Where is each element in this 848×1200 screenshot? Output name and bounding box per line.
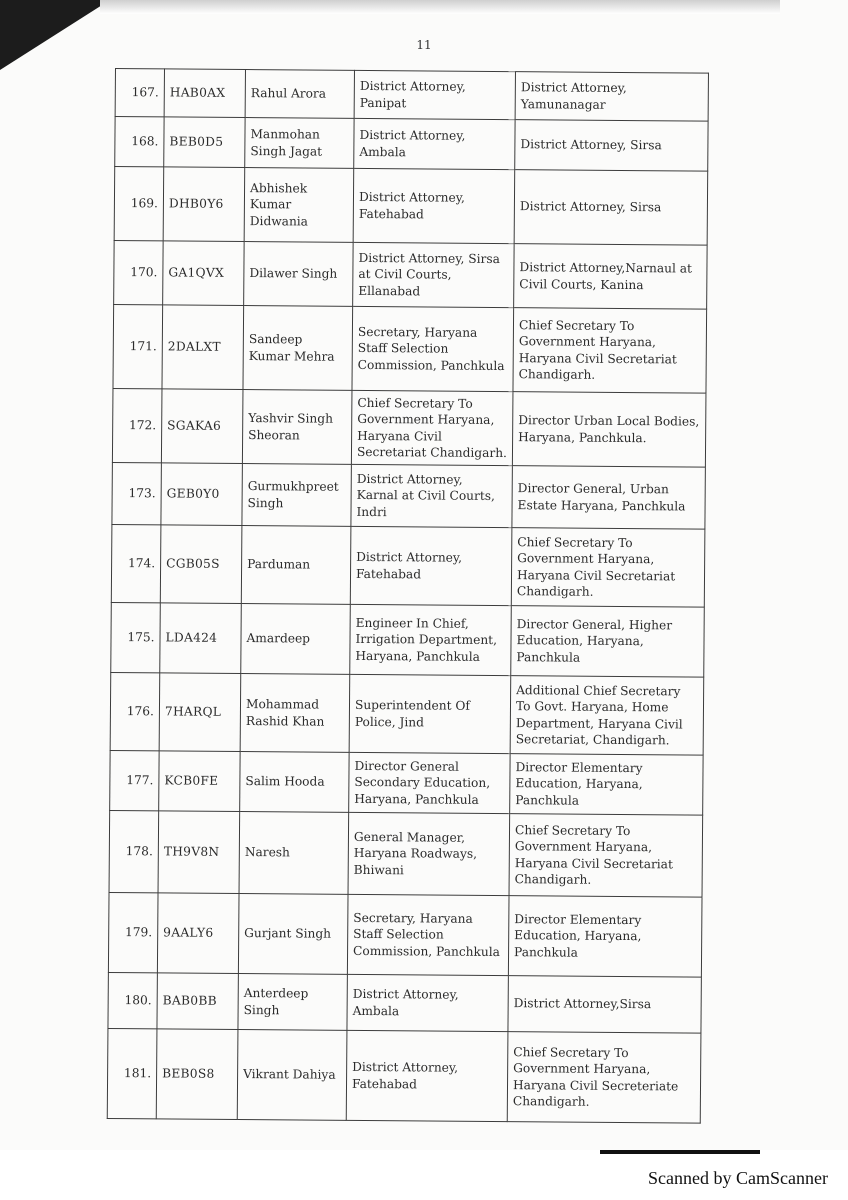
scanner-watermark: Scanned by CamScanner (648, 1168, 828, 1188)
serial-number: 170. (114, 240, 164, 304)
table-row (107, 1028, 701, 1123)
employee-name: Gurjant Singh (238, 893, 348, 974)
employee-name: Abhishek Kumar Didwania (244, 168, 354, 243)
serial-number: 177. (110, 750, 159, 810)
serial-number: 175. (111, 602, 161, 672)
transfer-table (107, 68, 709, 1124)
serial-number: 172. (112, 388, 162, 462)
employee-code: DHB0Y6 (163, 167, 245, 242)
employee-name: Rahul Arora (245, 70, 354, 119)
employee-name: Salim Hooda (240, 752, 349, 813)
table-row (114, 240, 707, 309)
present-posting: Secretary, Haryana Staff Selection Commission, Panchkula (352, 306, 514, 391)
new-posting: District Attorney, Sirsa (514, 170, 708, 246)
present-posting: District Attorney, Karnal at Civil Courts, Indri (351, 464, 512, 527)
new-posting: Director General, Urban Estate Haryana, Panchkula (512, 466, 705, 530)
present-posting: District Attorney, Fatehabad (353, 168, 515, 243)
serial-number: 167. (115, 69, 164, 117)
scan-top-edge (100, 0, 780, 14)
new-posting: Chief Secretary To Government Haryana, Haryana Civil Secretariat Chandigarh. (509, 814, 703, 898)
present-posting: Director General Secondary Education, Haryana, Panchkula (349, 752, 510, 813)
serial-number: 168. (115, 117, 164, 167)
employee-name: Manmohan Singh Jagat (245, 118, 354, 169)
table-row (112, 462, 705, 529)
table-row (115, 117, 708, 172)
employee-code: BEB0S8 (156, 1029, 238, 1120)
serial-number: 179. (108, 892, 158, 972)
new-posting: Chief Secretary To Government Haryana, Haryana Civil Secretariat Chandigarh. (511, 528, 705, 608)
new-posting: District Attorney, Yamunanagar (515, 72, 708, 122)
new-posting: Chief Secretary To Government Haryana, Haryana Civil Secreteriate Chandigarh. (507, 1032, 701, 1124)
table-row (114, 167, 708, 246)
present-posting: District Attorney, Sirsa at Civil Courts, Ellanabad (353, 242, 514, 307)
table-row (111, 602, 705, 677)
employee-code: SGAKA6 (161, 389, 243, 464)
table-row (108, 892, 702, 977)
employee-code: CGB05S (160, 525, 242, 604)
table-row (110, 750, 703, 815)
employee-name: Dilawer Singh (244, 242, 353, 307)
table-row (115, 69, 708, 122)
employee-name: Vikrant Dahiya (237, 1029, 347, 1120)
employee-name: Anterdeep Singh (238, 973, 347, 1030)
present-posting: District Attorney, Fatehabad (346, 1030, 508, 1121)
table-row (110, 672, 704, 755)
present-posting: General Manager, Haryana Roadways, Bhiwani (348, 812, 510, 895)
new-posting: District Attorney,Sirsa (508, 976, 701, 1034)
employee-code: GEB0Y0 (161, 463, 242, 526)
employee-name: Parduman (241, 526, 351, 605)
employee-code: KCB0FE (159, 751, 240, 812)
employee-code: LDA424 (160, 603, 242, 674)
new-posting: Director Elementary Education, Haryana, Panchkula (510, 754, 703, 816)
page-number: 11 (416, 38, 432, 52)
employee-code: 2DALXT (162, 305, 244, 390)
present-posting: District Attorney, Panipat (354, 70, 515, 119)
employee-name: Sandeep Kumar Mehra (243, 306, 353, 391)
employee-code: BEB0D5 (164, 117, 245, 168)
new-posting: Director Urban Local Bodies, Haryana, Panchkula. (512, 392, 706, 468)
present-posting: Chief Secretary To Government Haryana, Haryana Civil Secretariat Chandigarh. (351, 390, 513, 465)
new-posting: Chief Secretary To Government Haryana, Haryana Civil Secretariat Chandigarh. (513, 308, 707, 394)
table-row (111, 524, 705, 607)
serial-number: 181. (107, 1028, 157, 1118)
new-posting: Director Elementary Education, Haryana, Panchkula (508, 896, 702, 978)
employee-code: GA1QVX (163, 241, 245, 306)
present-posting: District Attorney, Fatehabad (350, 526, 512, 605)
serial-number: 176. (110, 672, 160, 750)
serial-number: 169. (114, 167, 164, 241)
present-posting: District Attorney, Ambala (354, 118, 515, 169)
serial-number: 171. (113, 304, 163, 388)
new-posting: District Attorney,Narnaul at Civil Courts, Kanina (514, 244, 707, 310)
present-posting: Engineer In Chief, Irrigation Department, Haryana, Panchkula (350, 604, 512, 675)
employee-code: 7HARQL (159, 673, 241, 752)
employee-name: Naresh (239, 812, 349, 895)
employee-name: Yashvir Singh Sheoran (242, 390, 352, 465)
footer-rule (600, 1150, 760, 1154)
present-posting: District Attorney, Ambala (347, 974, 508, 1031)
serial-number: 173. (112, 462, 161, 524)
table-row (108, 972, 701, 1033)
table-row (109, 810, 703, 897)
employee-name: Mohammad Rashid Khan (240, 674, 350, 753)
present-posting: Superintendent Of Police, Jind (349, 674, 511, 753)
scan-corner-shadow (0, 0, 110, 70)
serial-number: 180. (108, 972, 157, 1028)
new-posting: District Attorney, Sirsa (515, 120, 708, 172)
employee-code: HAB0AX (164, 69, 245, 118)
employee-code: BAB0BB (157, 973, 238, 1030)
new-posting: Director General, Higher Education, Haryana, Panchkula (511, 606, 705, 678)
employee-name: Gurmukhpreet Singh (242, 464, 351, 527)
employee-code: TH9V8N (158, 811, 240, 894)
table-row (112, 388, 706, 467)
employee-name: Amardeep (241, 604, 351, 675)
new-posting: Additional Chief Secretary To Govt. Haryana, Home Department, Haryana Civil Secretariat, Chandigarh. (510, 676, 704, 756)
present-posting: Secretary, Haryana Staff Selection Commission, Panchkula (347, 894, 509, 975)
employee-code: 9AALY6 (157, 893, 239, 974)
serial-number: 178. (109, 810, 159, 892)
table-row (113, 304, 707, 393)
serial-number: 174. (111, 524, 161, 602)
